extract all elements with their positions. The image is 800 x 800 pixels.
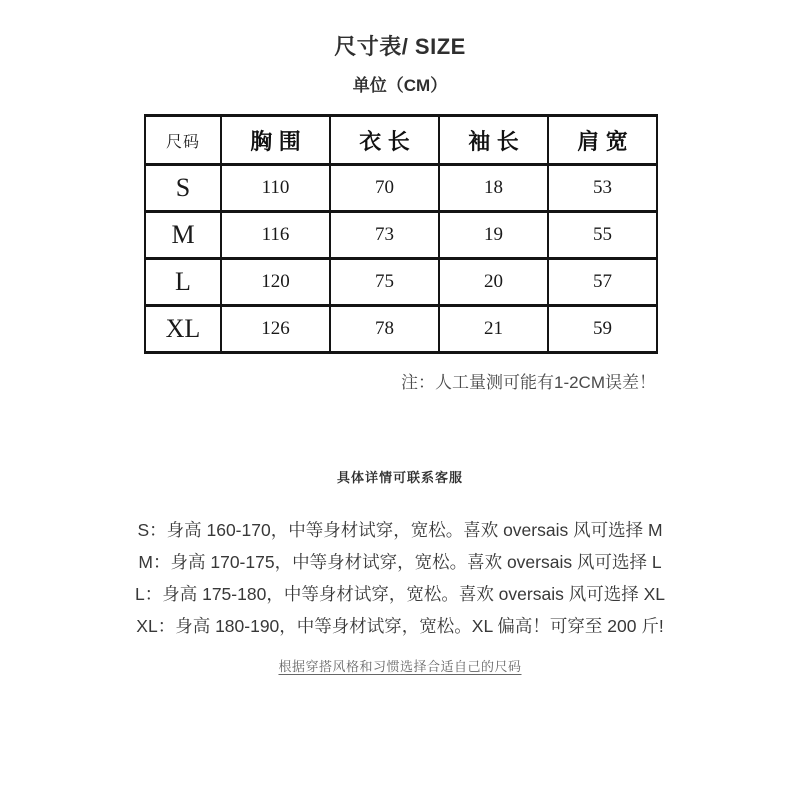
cell-m-length: 73 — [330, 212, 439, 259]
col-header-size: 尺码 — [145, 116, 221, 165]
size-label-l: L — [145, 259, 221, 306]
cell-m-shoulder: 55 — [548, 212, 657, 259]
contact-service-note: 具体详情可联系客服 — [336, 470, 463, 485]
cell-l-sleeve: 20 — [439, 259, 548, 306]
col-header-length: 衣长 — [330, 116, 439, 165]
col-header-sleeve: 袖长 — [439, 116, 548, 165]
size-choice-tip: 根据穿搭风格和习惯选择合适自己的尺码 — [278, 659, 522, 674]
cell-s-chest: 110 — [221, 165, 330, 212]
table-header-row — [145, 116, 657, 165]
table-row-m — [145, 212, 657, 259]
cell-xl-shoulder: 59 — [548, 306, 657, 353]
col-header-chest: 胸围 — [221, 116, 330, 165]
cell-m-sleeve: 19 — [439, 212, 548, 259]
table-row-s — [145, 165, 657, 212]
cell-l-length: 75 — [330, 259, 439, 306]
size-recommendations — [0, 514, 800, 642]
recommendation-l: L：身高 175-180，中等身材试穿，宽松。喜欢 oversais 风可选择 XL — [135, 584, 665, 604]
measurement-tolerance-note: 注：人工量测可能有1-2CM误差！ — [400, 373, 656, 392]
size-label-m: M — [145, 212, 221, 259]
cell-m-chest: 116 — [221, 212, 330, 259]
cell-s-shoulder: 53 — [548, 165, 657, 212]
cell-s-sleeve: 18 — [439, 165, 548, 212]
cell-s-length: 70 — [330, 165, 439, 212]
size-table-wrap — [144, 114, 656, 354]
recommendation-s: S：身高 160-170，中等身材试穿，宽松。喜欢 oversais 风可选择 M — [137, 520, 663, 540]
unit-label: 单位（CM） — [352, 76, 448, 95]
size-label-xl: XL — [145, 306, 221, 353]
cell-l-shoulder: 57 — [548, 259, 657, 306]
size-table — [144, 114, 658, 354]
col-header-shoulder: 肩宽 — [548, 116, 657, 165]
cell-xl-sleeve: 21 — [439, 306, 548, 353]
table-row-l — [145, 259, 657, 306]
cell-xl-chest: 126 — [221, 306, 330, 353]
size-label-s: S — [145, 165, 221, 212]
recommendation-xl: XL：身高 180-190，中等身材试穿，宽松。XL 偏高！可穿至 200 斤! — [136, 616, 664, 636]
table-row-xl — [145, 306, 657, 353]
cell-l-chest: 120 — [221, 259, 330, 306]
recommendation-m: M：身高 170-175，中等身材试穿，宽松。喜欢 oversais 风可选择 L — [138, 552, 662, 572]
cell-xl-length: 78 — [330, 306, 439, 353]
page-title: 尺寸表/ SIZE — [334, 34, 466, 59]
